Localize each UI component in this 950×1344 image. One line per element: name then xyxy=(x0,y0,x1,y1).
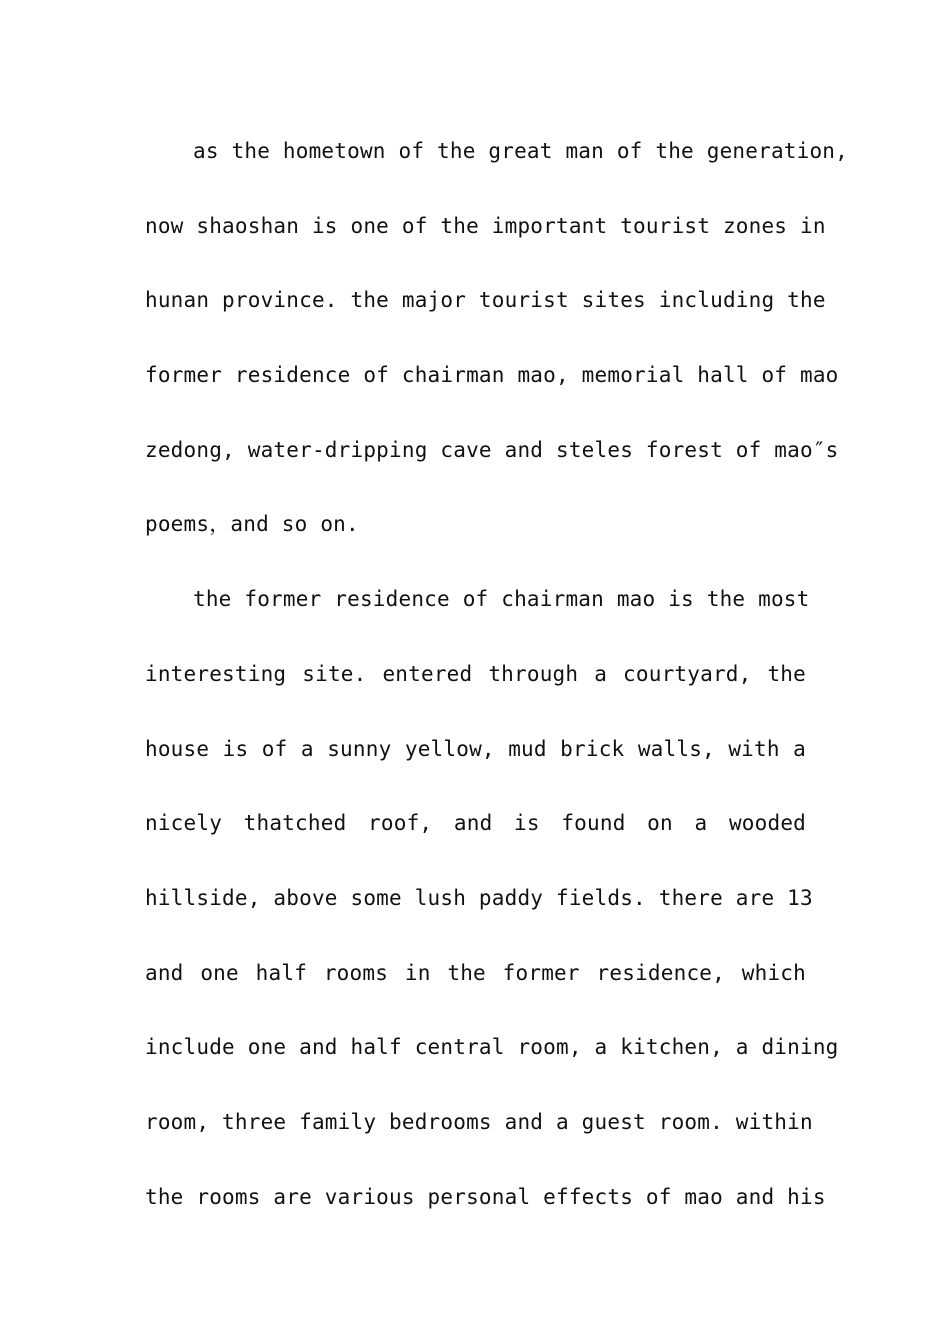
text-line: zedong, water-dripping cave and steles forest of mao″s xyxy=(145,437,839,462)
text-line: as the hometown of the great man of the generation, xyxy=(193,139,848,163)
text-line: room, three family bedrooms and a guest room. within xyxy=(145,1109,813,1134)
body-text xyxy=(145,114,848,1234)
text-line: hunan province. the major tourist sites including the xyxy=(145,288,826,313)
text-line: nicely thatched roof, and is found on a wooded xyxy=(145,811,806,836)
text-line: the rooms are various personal effects of mao and his xyxy=(145,1184,826,1209)
text-line: and one half rooms in the former residence, which xyxy=(145,960,806,985)
text-line: poems，and so on. xyxy=(145,512,359,537)
text-line: former residence of chairman mao, memorial hall of mao xyxy=(145,363,839,388)
text-line: house is of a sunny yellow, mud brick walls, with a xyxy=(145,736,806,761)
text-line: the former residence of chairman mao is the most xyxy=(193,587,810,612)
text-line: now shaoshan is one of the important tourist zones in xyxy=(145,213,826,238)
text-line: hillside, above some lush paddy fields. there are 13 xyxy=(145,885,813,910)
text-line: interesting site. entered through a courtyard, the xyxy=(145,661,806,686)
text-line: include one and half central room, a kitchen, a dining xyxy=(145,1035,839,1060)
